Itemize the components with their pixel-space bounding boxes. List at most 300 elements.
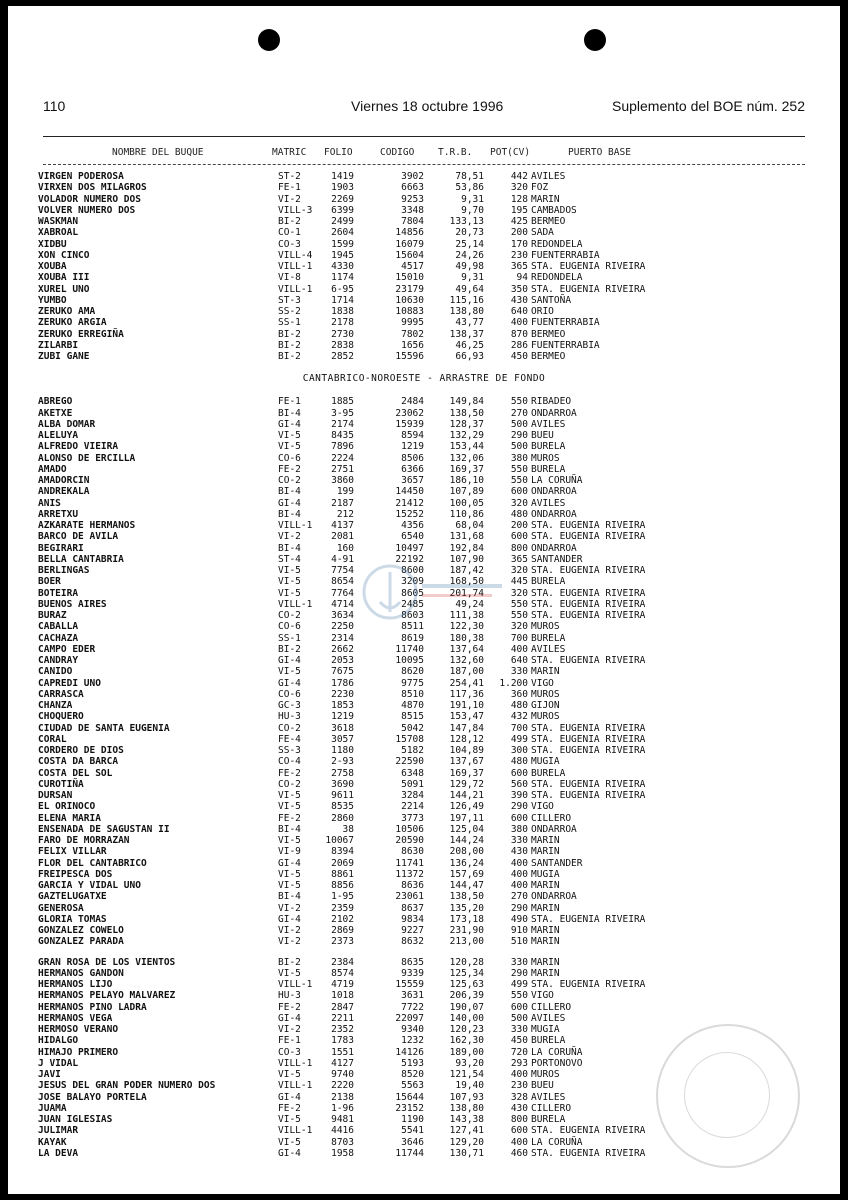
pot-cv: 290 <box>510 902 528 914</box>
folio: 2178 <box>331 317 354 329</box>
table-row <box>8 734 840 745</box>
table-row <box>8 633 840 644</box>
codigo: 8520 <box>401 1069 424 1080</box>
folio: 2499 <box>331 216 354 227</box>
vessel-name: BEGIRARI <box>38 542 84 554</box>
watermark-logo <box>360 562 510 622</box>
vessel-name: VIRXEN DOS MILAGROS <box>38 182 147 194</box>
codigo: 7802 <box>401 328 424 340</box>
codigo: 23061 <box>395 891 424 903</box>
folio: 4127 <box>331 1057 354 1069</box>
folio: 8861 <box>331 868 354 880</box>
pot-cv: 330 <box>510 666 528 678</box>
folio: 2730 <box>331 328 354 340</box>
folio: 1551 <box>331 1046 354 1058</box>
vessel-name: BURAZ <box>38 610 67 621</box>
puerto-base: STA. EUGENIA RIVEIRA <box>531 913 646 925</box>
trb: 144,21 <box>449 790 484 801</box>
codigo: 5182 <box>401 745 424 756</box>
codigo: 8637 <box>401 902 424 914</box>
trb: 128,37 <box>449 418 484 430</box>
codigo: 20590 <box>395 835 424 846</box>
pot-cv: 400 <box>510 880 528 891</box>
trb: 125,63 <box>449 979 484 990</box>
pot-cv: 400 <box>510 643 528 655</box>
folio: 3860 <box>331 475 354 486</box>
codigo: 15010 <box>395 272 424 284</box>
vessel-name: XON CINCO <box>38 249 90 261</box>
folio: 2053 <box>331 655 354 666</box>
folio: 2359 <box>331 902 354 914</box>
puerto-base: MARIN <box>531 967 560 979</box>
running-head <box>43 98 805 116</box>
puerto-base: STA. EUGENIA RIVEIRA <box>531 610 646 621</box>
trb: 19,40 <box>455 1080 484 1092</box>
trb: 149,84 <box>449 396 484 408</box>
trb: 25,14 <box>455 238 484 250</box>
table-row <box>8 745 840 756</box>
vessel-name: ALFREDO VIEIRA <box>38 441 119 453</box>
pot-cv: 200 <box>510 520 528 531</box>
codigo: 4356 <box>401 520 424 531</box>
pot-cv: 230 <box>510 1080 528 1092</box>
codigo: 15708 <box>395 733 424 745</box>
puerto-base: ONDARROA <box>531 407 577 419</box>
pot-cv: 290 <box>510 801 528 813</box>
folio: 1180 <box>331 745 354 756</box>
table-row <box>8 239 840 250</box>
vessel-name: BUENOS AIRES <box>38 598 107 610</box>
trb: 132,29 <box>449 430 484 441</box>
matricula: VILL-1 <box>278 598 313 610</box>
folio: 7675 <box>331 666 354 678</box>
vessel-name: CHOQUERO <box>38 711 84 723</box>
table-row <box>8 1013 840 1024</box>
codigo: 10506 <box>395 823 424 835</box>
codigo: 1190 <box>401 1114 424 1125</box>
vessel-name: HIDALGO <box>38 1035 79 1047</box>
codigo: 9227 <box>401 925 424 936</box>
table-row <box>8 891 840 902</box>
pot-cv: 640 <box>510 306 528 317</box>
matricula: FE-2 <box>278 767 301 779</box>
codigo: 2484 <box>401 396 424 408</box>
folio: 2269 <box>331 193 354 205</box>
trb: 208,00 <box>449 846 484 858</box>
table-row <box>8 869 840 880</box>
codigo: 1656 <box>401 339 424 351</box>
codigo: 4870 <box>401 700 424 711</box>
pot-cv: 400 <box>510 1069 528 1080</box>
vessel-name: AMADO <box>38 463 67 475</box>
table-row <box>8 914 840 925</box>
puerto-base: ONDARROA <box>531 486 577 498</box>
vessel-name: XOUBA <box>38 261 67 272</box>
matricula: VI-5 <box>278 1069 301 1080</box>
pot-cv: 380 <box>510 452 528 464</box>
pot-cv: 600 <box>510 767 528 779</box>
folio: 3-95 <box>331 407 354 419</box>
folio: 1-95 <box>331 891 354 903</box>
puerto-base: AVILES <box>531 418 566 430</box>
trb: 169,37 <box>449 463 484 475</box>
pot-cv: 128 <box>510 193 528 205</box>
trb: 111,38 <box>449 610 484 621</box>
vessel-name: AZKARATE HERMANOS <box>38 520 136 531</box>
pot-cv: 330 <box>510 956 528 968</box>
pot-cv: 430 <box>510 846 528 858</box>
pot-cv: 500 <box>510 1012 528 1024</box>
table-row <box>8 272 840 283</box>
pot-cv: 600 <box>510 812 528 824</box>
puerto-base: STA. EUGENIA RIVEIRA <box>531 655 646 666</box>
pot-cv: 910 <box>510 925 528 936</box>
pot-cv: 293 <box>510 1057 528 1069</box>
pot-cv: 600 <box>510 486 528 498</box>
trb: 110,86 <box>449 508 484 520</box>
pot-cv: 365 <box>510 261 528 272</box>
trb: 46,25 <box>455 339 484 351</box>
vessel-name: JAVI <box>38 1069 61 1080</box>
vessel-name: CACHAZA <box>38 632 79 644</box>
trb: 49,64 <box>455 283 484 295</box>
matricula: VI-5 <box>278 430 301 441</box>
folio: 3618 <box>331 722 354 734</box>
puerto-base: BERMEO <box>531 216 566 227</box>
folio: 2102 <box>331 913 354 925</box>
vessel-name: WASKMAN <box>38 216 79 227</box>
section-title: CANTABRICO-NOROESTE - ARRASTRE DE FONDO <box>302 373 546 385</box>
folio: 4416 <box>331 1125 354 1137</box>
puerto-base: STA. EUGENIA RIVEIRA <box>531 531 646 543</box>
matricula: FE-2 <box>278 1001 301 1013</box>
matricula: SS-1 <box>278 632 301 644</box>
codigo: 3209 <box>401 576 424 588</box>
pot-cv: 290 <box>510 967 528 979</box>
matricula: VI-5 <box>278 967 301 979</box>
matricula: BI-2 <box>278 216 301 227</box>
matricula: CO-2 <box>278 610 301 621</box>
puerto-base: MARIN <box>531 193 560 205</box>
codigo: 6348 <box>401 767 424 779</box>
puerto-base: MUGIA <box>531 756 560 768</box>
folio: 2138 <box>331 1091 354 1103</box>
folio: 1174 <box>331 272 354 284</box>
puerto-base: STA. EUGENIA RIVEIRA <box>531 520 646 531</box>
codigo: 5091 <box>401 778 424 790</box>
codigo: 11744 <box>395 1147 424 1159</box>
puerto-base: SANTANDER <box>531 857 583 869</box>
vessel-name: ALONSO DE ERCILLA <box>38 452 136 464</box>
table-row <box>8 779 840 790</box>
puerto-base: CILLERO <box>531 812 572 824</box>
puerto-base: MUGIA <box>531 868 560 880</box>
vessel-name: XUREL UNO <box>38 283 90 295</box>
codigo: 15252 <box>395 508 424 520</box>
table-row <box>8 903 840 914</box>
vessel-name: J VIDAL <box>38 1057 79 1069</box>
pot-cv: 390 <box>510 790 528 801</box>
folio: 7754 <box>331 565 354 576</box>
codigo: 6540 <box>401 531 424 543</box>
vessel-name: LA DEVA <box>38 1147 79 1159</box>
table-row <box>8 666 840 677</box>
vessel-name: ENSENADA DE SAGUSTAN II <box>38 823 170 835</box>
folio: 2869 <box>331 925 354 936</box>
puerto-base: AVILES <box>531 171 566 182</box>
trb: 93,20 <box>455 1057 484 1069</box>
vessel-name: GAZTELUGATXE <box>38 891 107 903</box>
codigo: 14450 <box>395 486 424 498</box>
folio: 6399 <box>331 204 354 216</box>
pot-cv: 550 <box>510 463 528 475</box>
trb: 173,18 <box>449 913 484 925</box>
puerto-base: LA CORUÑA <box>531 475 583 486</box>
folio: 2314 <box>331 632 354 644</box>
matricula: BI-2 <box>278 956 301 968</box>
table-row <box>8 711 840 722</box>
matricula: GI-4 <box>278 857 301 869</box>
matricula: VILL-4 <box>278 249 313 261</box>
vessel-name: HERMOSO VERANO <box>38 1024 119 1035</box>
codigo: 10095 <box>395 655 424 666</box>
col-header-pot: POT(CV) <box>490 147 531 158</box>
trb: 189,00 <box>449 1046 484 1058</box>
table-row <box>8 543 840 554</box>
pot-cv: 400 <box>510 857 528 869</box>
table-row <box>8 329 840 340</box>
trb: 121,54 <box>449 1069 484 1080</box>
column-headers <box>8 147 840 161</box>
table-row <box>8 520 840 531</box>
trb: 192,84 <box>449 542 484 554</box>
pot-cv: 320 <box>510 587 528 599</box>
table-row <box>8 408 840 419</box>
matricula: CO-6 <box>278 688 301 700</box>
trb: 168,50 <box>449 576 484 588</box>
puerto-base: BURELA <box>531 576 566 588</box>
folio: 2751 <box>331 463 354 475</box>
table-row <box>8 957 840 968</box>
pot-cv: 550 <box>510 396 528 408</box>
matricula: FE-2 <box>278 1102 301 1114</box>
col-header-trb: T.R.B. <box>438 147 473 158</box>
table-row <box>8 689 840 700</box>
trb: 144,24 <box>449 835 484 846</box>
vessel-name: XABROAL <box>38 227 79 239</box>
codigo: 3348 <box>401 204 424 216</box>
vessel-name: ALELUYA <box>38 430 79 441</box>
folio: 4137 <box>331 520 354 531</box>
codigo: 23152 <box>395 1102 424 1114</box>
trb: 9,31 <box>461 272 484 284</box>
matricula: BI-4 <box>278 407 301 419</box>
puerto-base: STA. EUGENIA RIVEIRA <box>531 1147 646 1159</box>
matricula: GI-4 <box>278 655 301 666</box>
codigo: 14856 <box>395 227 424 239</box>
trb: 78,51 <box>455 171 484 182</box>
folio: 1419 <box>331 171 354 182</box>
table-row <box>8 936 840 947</box>
trb: 187,42 <box>449 565 484 576</box>
vessel-name: HERMANOS VEGA <box>38 1012 113 1024</box>
folio: 2-93 <box>331 756 354 768</box>
folio: 2384 <box>331 956 354 968</box>
vessel-name: GENEROSA <box>38 902 84 914</box>
vessel-name: GRAN ROSA DE LOS VIENTOS <box>38 956 176 968</box>
trb: 9,70 <box>461 204 484 216</box>
col-header-codigo: CODIGO <box>380 147 415 158</box>
table-block <box>8 396 840 947</box>
vessel-name: EL ORINOCO <box>38 801 96 813</box>
table-row <box>8 306 840 317</box>
matricula: VI-9 <box>278 846 301 858</box>
matricula: BI-4 <box>278 542 301 554</box>
matricula: CO-3 <box>278 1046 301 1058</box>
table-row <box>8 880 840 891</box>
pot-cv: 550 <box>510 990 528 1002</box>
puerto-base: BURELA <box>531 1114 566 1125</box>
vessel-name: GONZALEZ PARADA <box>38 936 124 948</box>
pot-cv: 550 <box>510 475 528 486</box>
table-row <box>8 194 840 205</box>
puerto-base: BURELA <box>531 463 566 475</box>
matricula: FE-1 <box>278 182 301 194</box>
vessel-name: HERMANOS LIJO <box>38 979 113 990</box>
matricula: VI-5 <box>278 565 301 576</box>
trb: 68,04 <box>455 520 484 531</box>
codigo: 9775 <box>401 677 424 689</box>
puerto-base: BURELA <box>531 767 566 779</box>
matricula: SS-2 <box>278 306 301 317</box>
table-row <box>8 396 840 407</box>
puerto-base: GIJON <box>531 700 560 711</box>
codigo: 8515 <box>401 711 424 723</box>
puerto-base: MARIN <box>531 835 560 846</box>
codigo: 6366 <box>401 463 424 475</box>
vessel-name: FELIX VILLAR <box>38 846 107 858</box>
trb: 206,39 <box>449 990 484 1002</box>
pot-cv: 400 <box>510 868 528 880</box>
vessel-name: JOSE BALAYO PORTELA <box>38 1091 147 1103</box>
trb: 213,00 <box>449 936 484 948</box>
codigo: 7804 <box>401 216 424 227</box>
puerto-base: MUROS <box>531 688 560 700</box>
codigo: 9995 <box>401 317 424 329</box>
vessel-name: ZUBI GANE <box>38 351 90 362</box>
matricula: ST-4 <box>278 553 301 565</box>
vessel-name: CHANZA <box>38 700 73 711</box>
folio: 9611 <box>331 790 354 801</box>
vessel-name: VOLADOR NUMERO DOS <box>38 193 141 205</box>
codigo: 1232 <box>401 1035 424 1047</box>
trb: 137,64 <box>449 643 484 655</box>
vessel-name: BARCO DE AVILA <box>38 531 119 543</box>
pot-cv: 400 <box>510 317 528 329</box>
matricula: VI-2 <box>278 925 301 936</box>
puerto-base: STA. EUGENIA RIVEIRA <box>531 587 646 599</box>
folio: 2604 <box>331 227 354 239</box>
codigo: 8632 <box>401 936 424 948</box>
puerto-base: STA. EUGENIA RIVEIRA <box>531 1125 646 1137</box>
folio: 2220 <box>331 1080 354 1092</box>
table-row <box>8 768 840 779</box>
pot-cv: 720 <box>510 1046 528 1058</box>
vessel-name: HERMANOS PINO LADRA <box>38 1001 147 1013</box>
pot-cv: 550 <box>510 598 528 610</box>
pot-cv: 640 <box>510 655 528 666</box>
trb: 100,05 <box>449 497 484 509</box>
codigo: 15939 <box>395 418 424 430</box>
codigo: 8605 <box>401 587 424 599</box>
vessel-name: CANDRAY <box>38 655 79 666</box>
puerto-base: SADA <box>531 227 554 239</box>
vessel-name: XOUBA III <box>38 272 90 284</box>
vessel-name: VIRGEN PODEROSA <box>38 171 124 182</box>
trb: 104,89 <box>449 745 484 756</box>
codigo: 5563 <box>401 1080 424 1092</box>
codigo: 22590 <box>395 756 424 768</box>
puerto-base: ONDARROA <box>531 542 577 554</box>
matricula: VI-8 <box>278 272 301 284</box>
puerto-base: MUROS <box>531 1069 560 1080</box>
vessel-name: ANDREKALA <box>38 486 90 498</box>
folio: 6-95 <box>331 283 354 295</box>
matricula: CO-2 <box>278 475 301 486</box>
vessel-name: JULIMAR <box>38 1125 79 1137</box>
vessel-name: ARRETXU <box>38 508 79 520</box>
trb: 231,90 <box>449 925 484 936</box>
codigo: 8510 <box>401 688 424 700</box>
page-number: 110 <box>43 98 66 114</box>
pot-cv: 510 <box>510 936 528 948</box>
puerto-base: LA CORUÑA <box>531 1046 583 1058</box>
folio: 1945 <box>331 249 354 261</box>
matricula: VI-5 <box>278 868 301 880</box>
vessel-name: CORDERO DE DIOS <box>38 745 124 756</box>
column-header-rule <box>43 164 805 165</box>
matricula: CO-1 <box>278 227 301 239</box>
matricula: GI-4 <box>278 497 301 509</box>
puerto-base: MARIN <box>531 936 560 948</box>
matricula: VI-5 <box>278 835 301 846</box>
puerto-base: PORTONOVO <box>531 1057 583 1069</box>
folio: 2230 <box>331 688 354 700</box>
matricula: GI-4 <box>278 677 301 689</box>
vessel-name: CABALLA <box>38 621 79 633</box>
pot-cv: 600 <box>510 1001 528 1013</box>
folio: 4714 <box>331 598 354 610</box>
matricula: BI-2 <box>278 643 301 655</box>
matricula: ST-2 <box>278 171 301 182</box>
codigo: 21412 <box>395 497 424 509</box>
table-row <box>8 835 840 846</box>
folio: 1714 <box>331 294 354 306</box>
vessel-name: ZERUKO ARGIA <box>38 317 107 329</box>
matricula: VI-5 <box>278 1136 301 1148</box>
puerto-base: MUROS <box>531 711 560 723</box>
folio: 8535 <box>331 801 354 813</box>
matricula: ST-3 <box>278 294 301 306</box>
matricula: GI-4 <box>278 1147 301 1159</box>
table-row <box>8 295 840 306</box>
vessel-name: GARCIA Y VIDAL UNO <box>38 880 141 891</box>
trb: 127,41 <box>449 1125 484 1137</box>
trb: 137,67 <box>449 756 484 768</box>
table-row <box>8 441 840 452</box>
trb: 138,80 <box>449 306 484 317</box>
puerto-base: BERMEO <box>531 351 566 362</box>
